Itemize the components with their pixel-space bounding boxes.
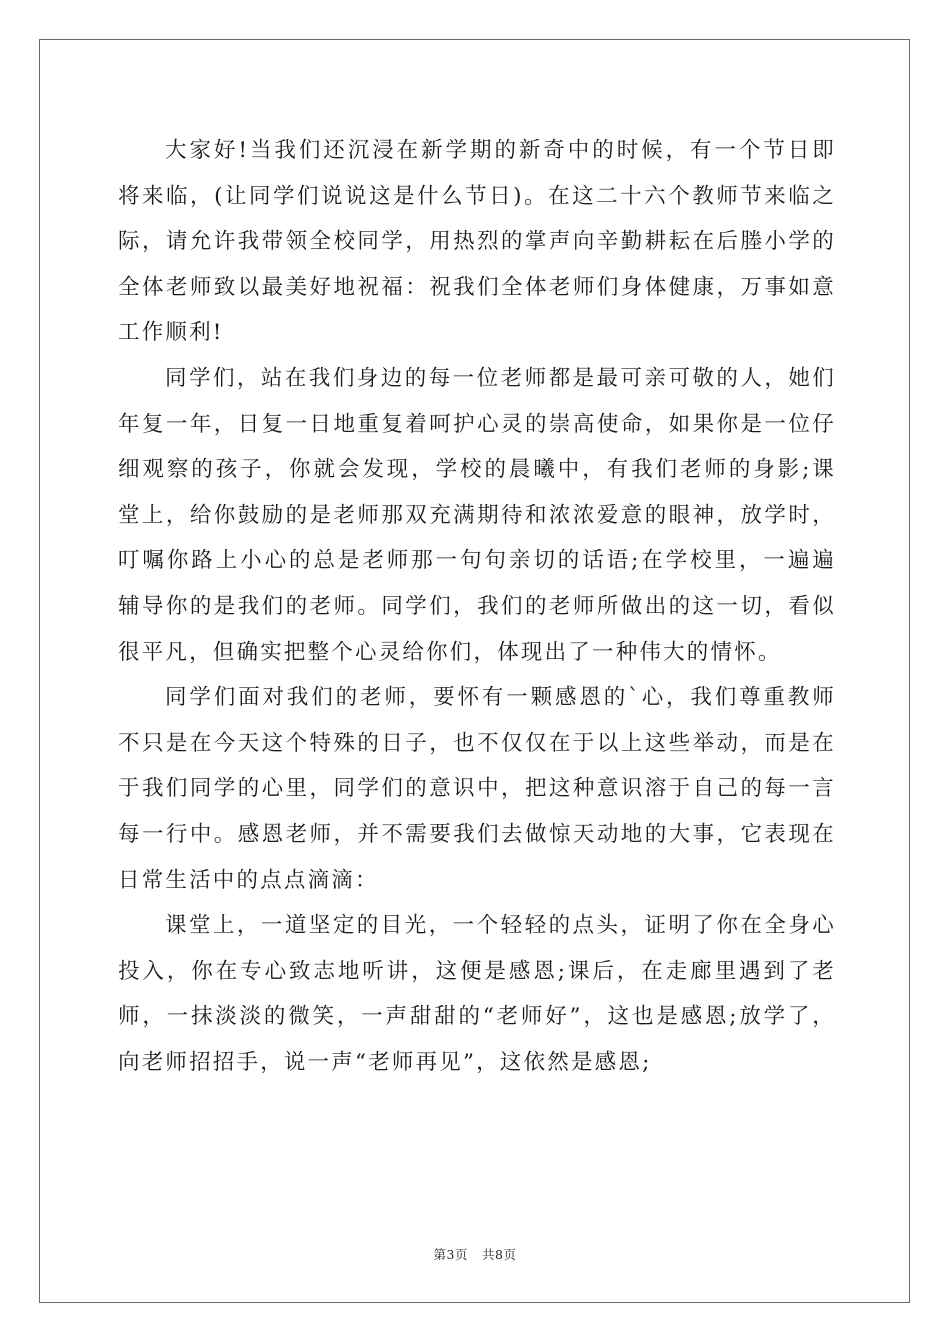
paragraph-3: 同学们面对我们的老师，要怀有一颗感恩的`心，我们尊重教师不只是在今天这个特殊的日子，也不仅仅在于以上这些举动，而是在于我们同学的心里，同学们的意识中，把这种意识溶于自己的每一言每一行中。感恩老师，并不需要我们去做惊天动地的大事，它表现在日常生活中的点点滴滴： [118,685,836,893]
paragraph-2: 同学们，站在我们身边的每一位老师都是最可亲可敬的人，她们年复一年，日复一日地重复着呵护心灵的崇高使命，如果你是一位仔细观察的孩子，你就会发现，学校的晨曦中，有我们老师的身影;课堂上，给你鼓励的是老师那双充满期待和浓浓爱意的眼神，放学时，叮嘱你路上小心的总是老师那一句句亲切的话语;在学校里，一遍遍辅导你的是我们的老师。同学们，我们的老师所做出的这一切，看似很平凡，但确实把整个心灵给你们，体现出了一种伟大的情怀。 [118,365,836,665]
document-body [118,128,836,1085]
page-number-current: 第3页 [433,1247,468,1262]
page-footer [0,1245,950,1263]
paragraph-4: 课堂上，一道坚定的目光，一个轻轻的点头，证明了你在全身心投入，你在专心致志地听讲，这便是感恩;课后，在走廊里遇到了老师，一抹淡淡的微笑，一声甜甜的“老师好”，这也是感恩;放学了，向老师招招手，说一声“老师再见”，这依然是感恩; [118,913,836,1075]
paragraph-1: 大家好!当我们还沉浸在新学期的新奇中的时候，有一个节日即将来临，(让同学们说说这是什么节日)。在这二十六个教师节来临之际，请允许我带领全校同学，用热烈的掌声向辛勤耕耘在后塍小学的全体老师致以最美好地祝福：祝我们全体老师们身体健康，万事如意工作顺利! [118,138,836,346]
page-number-total: 共8页 [482,1247,517,1262]
